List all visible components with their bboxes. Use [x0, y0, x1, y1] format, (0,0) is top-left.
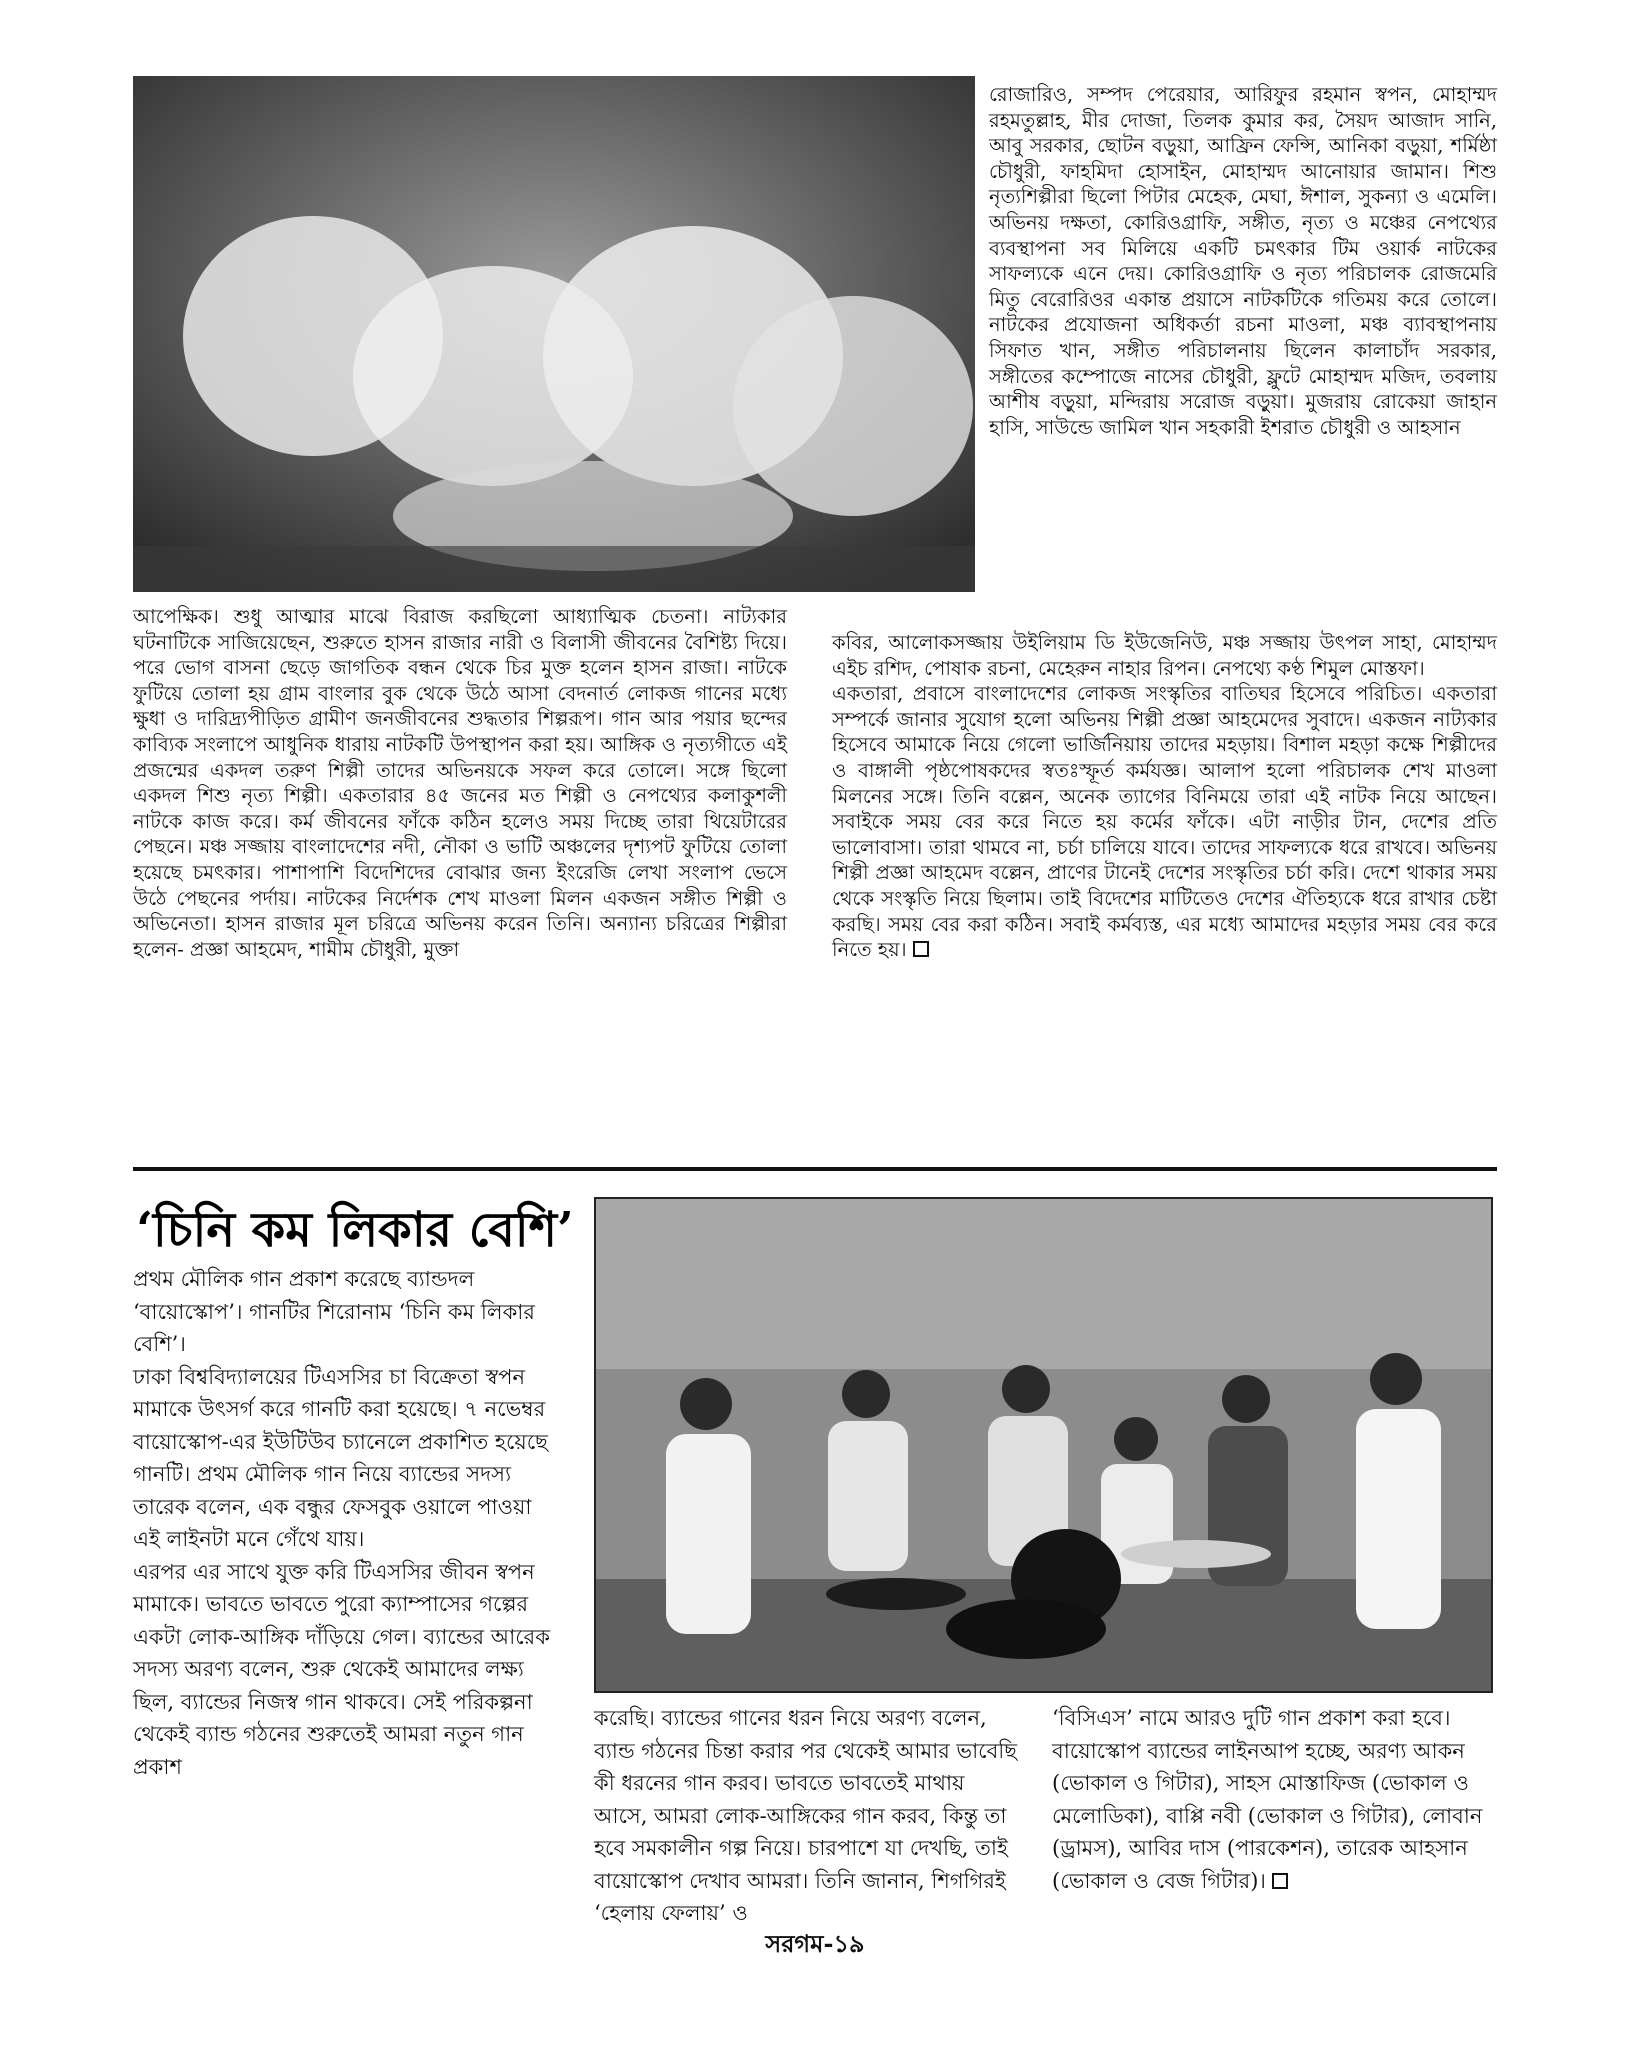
article2-col1-p2: ঢাকা বিশ্ববিদ্যালয়ের টিএসসির চা বিক্রেতা স্বপন মামাকে উৎসর্গ করে গানটি করা হয়েছে। ৭ নভেম্বর বায়োস্কোপ-এর ইউটিউব চ্যানেলে প্রকাশিত হয়েছে গানটি। প্রথম মৌলিক গান নিয়ে ব্যান্ডের সদস্য তারেক বলেন, এক বন্ধুর ফেসবুক ওয়ালে পাওয়া এই লাইনটা মনে গেঁথে যায়।	[133, 1364, 548, 1551]
end-mark-icon	[913, 941, 929, 957]
end-mark-icon	[1272, 1873, 1288, 1889]
article1-right-bottom-p2: একতারা, প্রবাসে বাংলাদেশের লোকজ সংস্কৃতির বাতিঘর হিসেবে পরিচিত। একতারা সম্পর্কে জানার সুযোগ হলো অভিনয় শিল্পী প্রজ্ঞা আহমেদের সুবাদে। একজন নাট্যকার হিসেবে আমাকে নিয়ে গেলো ভার্জিনিয়ায় তাদের মহড়ায়। বিশাল মহড়া কক্ষে শিল্পীদের ও বাঙ্গালী পৃষ্ঠপোষকদের স্বতঃস্ফূর্ত কর্মযজ্ঞ। আলাপ হলো পরিচালক শেখ মাওলা মিলনের সঙ্গে। তিনি বল্লেন, অনেক ত্যাগের বিনিময়ে তারা এই নাটক নিয়ে আছেন। সবাইকে সময় বের করে নিতে হয় কর্মের ফাঁকে। এটা নাড়ীর টান, দেশের প্রতি ভালোবাসা। তারা থামবে না, চর্চা চালিয়ে যাবে। তাদের সাফল্যকে ধরে রাখবে। অভিনয় শিল্পী প্রজ্ঞা আহমেদ বল্লেন, প্রাণের টানেই দেশের সংস্কৃতির চর্চা করি। দেশে থাকার সময় থেকে সংস্কৃতি নিয়ে ছিলাম। তাই বিদেশের মাটিতেও দেশের ঐতিহ্যকে ধরে রাখার চেষ্টা করছি। সময় বের করা কঠিন। সবাই কর্মব্যস্ত, এর মধ্যে আমাদের মহড়ার সময় বের করে নিতে হয়।	[832, 682, 1497, 962]
section-divider	[133, 1167, 1497, 1171]
dance-photo	[133, 76, 975, 592]
band-photo-graphic	[596, 1199, 1491, 1691]
band-photo	[594, 1197, 1493, 1693]
page-number: সরগম-১৯	[765, 1929, 865, 1958]
article2-headline: ‘চিনি কম লিকার বেশি’	[136, 1202, 574, 1258]
dance-photo-graphic	[133, 76, 975, 592]
article1-left-text: আপেক্ষিক। শুধু আত্মার মাঝে বিরাজ করছিলো আধ্যাত্মিক চেতনা। নাট্যকার ঘটনাটিকে সাজিয়েছেন, শুরুতে হাসন রাজার নারী ও বিলাসী জীবনের বৈশিষ্ট্য দিয়ে। পরে ভোগ বাসনা ছেড়ে জাগতিক বন্ধন থেকে চির মুক্ত হলেন হাসন রাজা। নাটকে ফুটিয়ে তোলা হয় গ্রাম বাংলার বুক থেকে উঠে আসা বেদনার্ত লোকজ গানের মধ্যে ক্ষুধা ও দারিদ্র্যপীড়িত গ্রামীণ জনজীবনের শুদ্ধতার শিল্পরূপ। গান আর পয়ার ছন্দের কাব্যিক সংলাপে আধুনিক ধারায় নাটকটি উপস্থাপন করা হয়। আঙ্গিক ও নৃত্যগীতে এই প্রজন্মের একদল তরুণ শিল্পী তাদের অভিনয়কে সফল করে তোলে। সঙ্গে ছিলো একদল শিশু নৃত্য শিল্পী। একতারার ৪৫ জনের মত শিল্পী ও নেপথ্যের কলাকুশলী নাটকে কাজ করে। কর্ম জীবনের ফাঁকে কঠিন হলেও সময় দিচ্ছে তারা থিয়েটারের পেছনে। মঞ্চ সজ্জায় বাংলাদেশের নদী, নৌকা ও ভাটি অঞ্চলের দৃশ্যপট ফুটিয়ে তোলা হয়েছে চমৎকার। পাশাপাশি বিদেশিদের বোঝার জন্য ইংরেজি লেখা সংলাপ ভেসে উঠে পেছনের পর্দায়। নাটকের নির্দেশক শেখ মাওলা মিলন একজন সঙ্গীত শিল্পী ও অভিনেতা। হাসন রাজার মূল চরিত্রে অভিনয় করেন তিনি। অন্যান্য চরিত্রের শিল্পীরা হলেন- প্রজ্ঞা আহমেদ, শামীম চৌধুরী, মুক্তা	[133, 605, 787, 961]
article1-right-top-text: রোজারিও, সম্পদ পেরেয়ার, আরিফুর রহমান স্বপন, মোহাম্মদ রহমতুল্লাহ, মীর দোজা, তিলক কুমার কর, সৈয়দ আজাদ সানি, আবু সরকার, ছোটন বড়ুয়া, আফ্রিন ফেন্সি, আনিকা বড়ুয়া, শর্মিষ্ঠা চৌধুরী, ফাহমিদা হোসাইন, মোহাম্মদ আনোয়ার জামান। শিশু নৃত্যশিল্পীরা ছিলো পিটার মেহেক, মেঘা, ঈশাল, সুকন্যা ও এমেলি। অভিনয় দক্ষতা, কোরিওগ্রাফি, সঙ্গীত, নৃত্য ও মঞ্চের নেপথ্যের ব্যবস্থাপনা সব মিলিয়ে একটি চমৎকার টিম ওয়ার্ক নাটকের সাফল্যকে এনে দেয়। কোরিওগ্রাফি ও নৃত্য পরিচালক রোজমেরি মিতু বেরোরিওর একান্ত প্রয়াসে নাটকটিকে গতিময় করে তোলে। নাটকের প্রযোজনা অধিকর্তা রচনা মাওলা, মঞ্চ ব্যাবস্থাপনায় সিফাত খান, সঙ্গীত পরিচালনায় ছিলেন কালাচাঁদ সরকার, সঙ্গীতের কম্পোজে নাসের চৌধুরী, ফ্লুটে মোহাম্মদ মজিদ, তবলায় আশীষ বড়ুয়া, মন্দিরায় সরোজ বড়ুয়া। মুজরায় রোকেয়া জাহান হাসি, সাউন্ডে জামিল খান সহকারী ইশরাত চৌধুরী ও আহসান	[989, 83, 1497, 439]
article2-column-3: ‘বিসিএস’ নামে আরও দুটি গান প্রকাশ করা হবে। বায়োস্কোপ ব্যান্ডের লাইনআপ হচ্ছে, অরণ্য আকন (ভোকাল ও গিটার), সাহস মোস্তাফিজ (ভোকাল ও মেলোডিকা), বাপ্পি নবী (ভোকাল ও গিটার), লোবান (ড্রামস), আবির দাস (পারকেশন), তারেক আহসান (ভোকাল ও বেজ গিটার)।	[1052, 1706, 1483, 1893]
article1-right-bottom-p1: কবির, আলোকসজ্জায় উইলিয়াম ডি ইউজেনিউ, মঞ্চ সজ্জায় উৎপল সাহা, মোহাম্মদ এইচ রশিদ, পোষাক রচনা, মেহেরুন নাহার রিপন। নেপথ্যে কণ্ঠ শিমুল মোস্তফা।	[832, 631, 1497, 680]
article2-column-1	[133, 1263, 565, 1783]
article1-right-bottom-column	[832, 630, 1497, 963]
article2-col1-p3: এরপর এর সাথে যুক্ত করি টিএসসির জীবন স্বপন মামাকে। ভাবতে ভাবতে পুরো ক্যাম্পাসের গল্পের একটা লোক-আঙ্গিক দাঁড়িয়ে গেল। ব্যান্ডের আরেক সদস্য অরণ্য বলেন, শুরু থেকেই আমাদের লক্ষ্য ছিল, ব্যান্ডের নিজস্ব গান থাকবে। সেই পরিকল্পনা থেকেই ব্যান্ড গঠনের শুরুতেই আমরা নতুন গান প্রকাশ	[133, 1559, 550, 1779]
article2-col1-p1: প্রথম মৌলিক গান প্রকাশ করেছে ব্যান্ডদল ‘বায়োস্কোপ’। গানটির শিরোনাম ‘চিনি কম লিকার বেশি’।	[133, 1267, 535, 1356]
article2-column-2: করেছি। ব্যান্ডের গানের ধরন নিয়ে অরণ্য বলেন, ব্যান্ড গঠনের চিন্তা করার পর থেকেই আমার ভাবেছি কী ধরনের গান করব। ভাবতে ভাবতেই মাথায় আসে, আমরা লোক-আঙ্গিকের গান করব, কিন্তু তা হবে সমকালীন গল্প নিয়ে। চারপাশে যা দেখছি, তাই বায়োস্কোপ দেখাব আমরা। তিনি জানান, শিগগিরই ‘হেলায় ফেলায়’ ও	[594, 1706, 1018, 1925]
